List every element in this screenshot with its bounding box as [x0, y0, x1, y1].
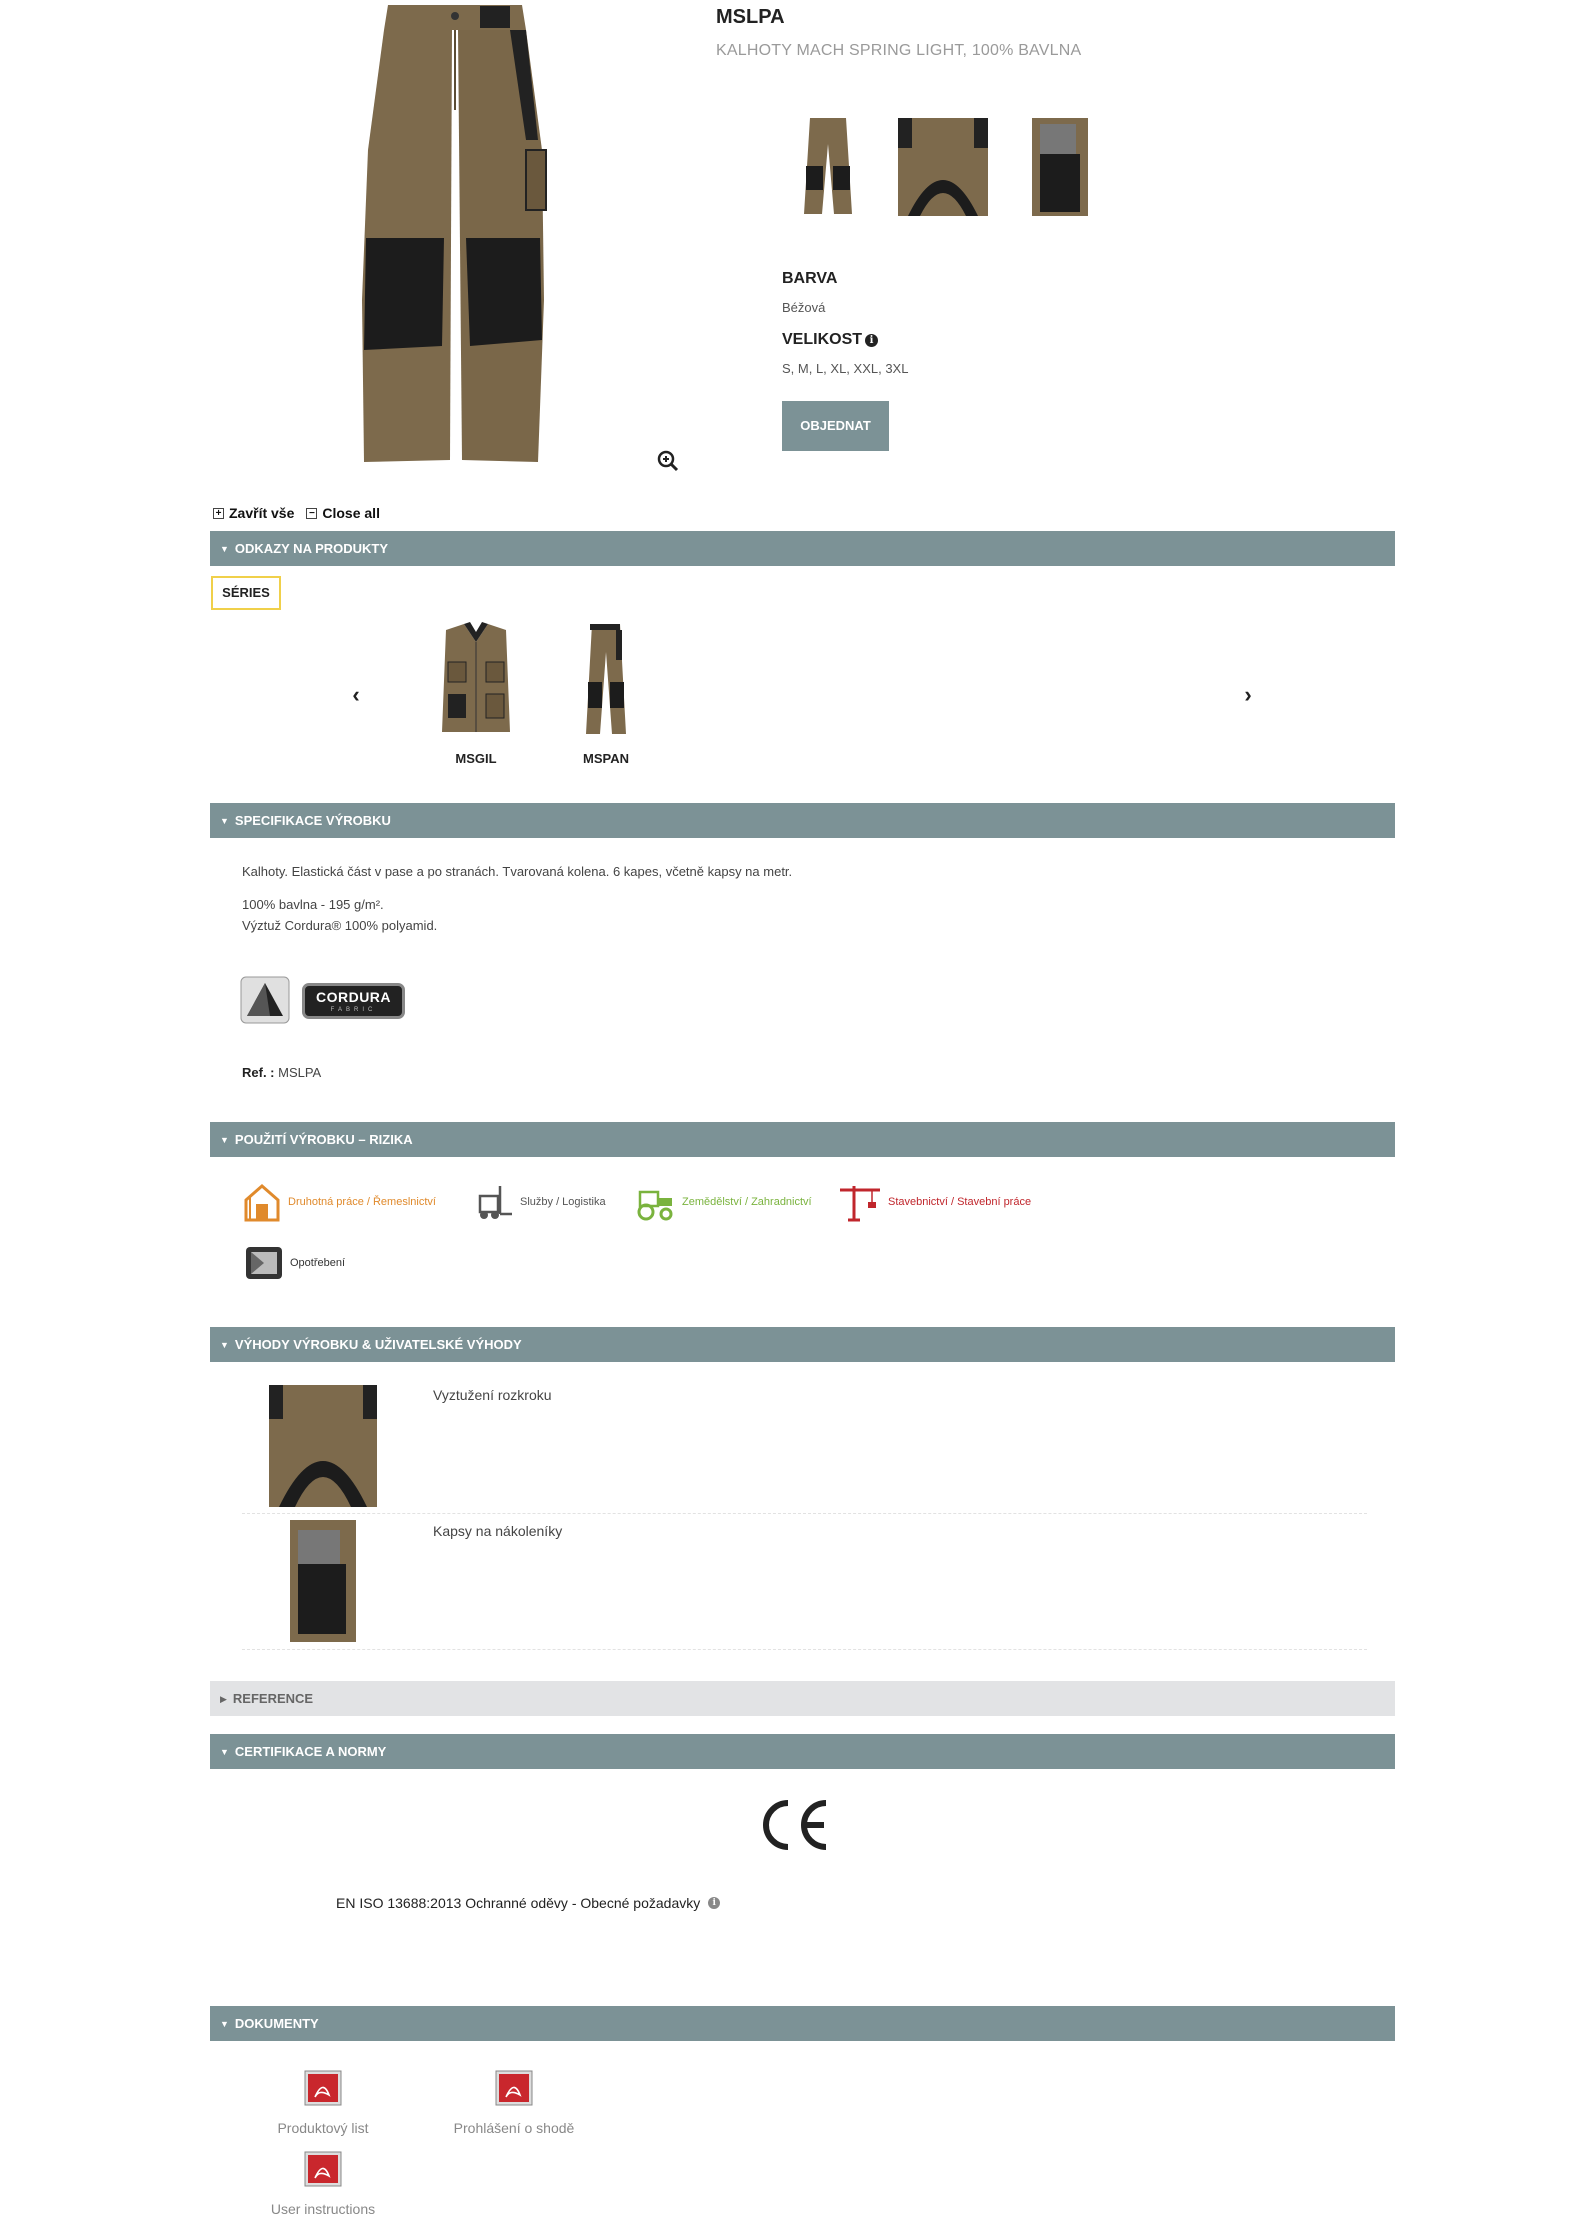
vest-image — [436, 622, 516, 740]
section-header-usage[interactable] — [210, 1122, 1395, 1157]
ce-mark — [756, 1795, 832, 1855]
caret-right-icon: ▶ — [220, 1694, 227, 1704]
carousel-next-icon[interactable]: › — [1244, 682, 1252, 707]
info-icon[interactable]: i — [708, 1897, 720, 1909]
reference-line — [242, 1062, 321, 1083]
section-title: SPECIFIKACE VÝROBKU — [234, 813, 391, 828]
benefit-row — [242, 1382, 1367, 1514]
minus-box-icon: − — [306, 508, 317, 519]
related-product-mspan[interactable] — [556, 622, 656, 766]
document-product-sheet[interactable] — [243, 2069, 403, 2136]
ce-mark-icon — [756, 1795, 832, 1855]
section-title: CERTIFIKACE A NORMY — [234, 1744, 387, 1759]
document-declaration[interactable] — [434, 2069, 594, 2136]
cordura-logo-text: CORDURA — [315, 989, 392, 1005]
wear-icon — [244, 1245, 284, 1281]
benefit-text: Vyztužení rozkroku — [433, 1387, 552, 1403]
forklift-icon — [470, 1182, 514, 1222]
order-button[interactable]: OBJEDNAT — [782, 401, 889, 451]
norm-line — [336, 1895, 720, 1911]
info-icon[interactable]: i — [865, 334, 878, 347]
norm-text: EN ISO 13688:2013 Ochranné oděvy - Obecné požadavky — [336, 1895, 701, 1911]
related-product-msgil[interactable] — [426, 622, 526, 766]
section-title: POUŽITÍ VÝROBKU – RIZIKA — [234, 1132, 413, 1147]
risk-item-logistics — [470, 1182, 606, 1222]
close-all-toggle[interactable] — [306, 505, 380, 521]
caret-down-icon: ▼ — [220, 1747, 229, 1757]
crane-icon — [838, 1182, 882, 1222]
ref-value: MSLPA — [278, 1065, 322, 1080]
document-label: Prohlášení o shodě — [453, 2120, 575, 2136]
thumbnail-full-pants[interactable] — [782, 114, 876, 220]
spec-reinforcement: Výztuž Cordura® 100% polyamid. — [242, 918, 438, 933]
document-user-instructions[interactable] — [243, 2150, 403, 2217]
risk-label: Opotřebení — [290, 1257, 346, 1269]
related-product-name: MSGIL — [455, 751, 497, 766]
product-code: MSLPA — [716, 6, 785, 28]
pants-image — [576, 622, 636, 740]
house-icon — [242, 1182, 282, 1222]
delta-plus-logo — [240, 976, 290, 1024]
cordura-logo-sub: FABRIC — [330, 1007, 377, 1013]
product-subtitle: KALHOTY MACH SPRING LIGHT, 100% BAVLNA — [716, 42, 1082, 59]
spec-material: 100% bavlna - 195 g/m². — [242, 897, 384, 912]
section-header-documents[interactable] — [210, 2006, 1395, 2041]
expand-all-label: Zavřít vše — [229, 505, 295, 521]
ref-label: Ref. : — [242, 1065, 275, 1080]
section-title: ODKAZY NA PRODUKTY — [234, 541, 389, 556]
section-title: DOKUMENTY — [234, 2016, 319, 2031]
risk-label: Stavebnictví / Stavební práce — [888, 1196, 1032, 1208]
pdf-icon — [490, 2069, 538, 2109]
pdf-icon — [299, 2150, 347, 2190]
section-header-reference[interactable] — [210, 1681, 1395, 1716]
zoom-in-icon[interactable] — [655, 448, 681, 474]
cordura-logo — [302, 983, 405, 1019]
risk-item-construction — [838, 1182, 1031, 1222]
color-value: Béžová — [782, 300, 826, 315]
document-label: Produktový list — [277, 2120, 369, 2136]
caret-down-icon: ▼ — [220, 2019, 229, 2029]
section-header-benefits[interactable] — [210, 1327, 1395, 1362]
pdf-icon — [299, 2069, 347, 2109]
section-title: REFERENCE — [232, 1691, 314, 1706]
document-label: User instructions — [270, 2201, 376, 2217]
risk-item-wear — [244, 1245, 345, 1281]
size-label-row — [782, 331, 878, 349]
section-header-links[interactable] — [210, 531, 1395, 566]
caret-down-icon: ▼ — [220, 544, 229, 554]
section-header-spec[interactable] — [210, 803, 1395, 838]
caret-down-icon: ▼ — [220, 1340, 229, 1350]
close-all-label: Close all — [322, 505, 380, 521]
benefit-row — [242, 1518, 1367, 1650]
risk-item-agriculture — [632, 1182, 812, 1222]
spec-description: Kalhoty. Elastická část v pase a po stranách. Tvarovaná kolena. 6 kapes, včetně kapsy na metr. — [242, 864, 793, 879]
plus-box-icon: + — [213, 508, 224, 519]
thumbnail-crotch-detail[interactable] — [896, 114, 990, 220]
benefit-image-crotch — [269, 1385, 377, 1507]
thumbnail-knee-pocket[interactable] — [1004, 114, 1098, 220]
related-product-name: MSPAN — [583, 751, 629, 766]
product-main-image[interactable] — [330, 0, 580, 480]
size-values: S, M, L, XL, XXL, 3XL — [782, 361, 909, 376]
risk-item-crafts — [242, 1182, 436, 1222]
section-title: VÝHODY VÝROBKU & UŽIVATELSKÉ VÝHODY — [234, 1337, 522, 1352]
tractor-icon — [632, 1182, 676, 1222]
caret-down-icon: ▼ — [220, 816, 229, 826]
section-header-certification[interactable] — [210, 1734, 1395, 1769]
size-label: VELIKOST — [782, 331, 863, 348]
accordion-toggles — [213, 505, 380, 521]
risk-label: Druhotná práce / Řemeslnictví — [288, 1196, 436, 1208]
caret-down-icon: ▼ — [220, 1135, 229, 1145]
risk-label: Zemědělství / Zahradnictví — [682, 1196, 812, 1208]
benefit-text: Kapsy na nákoleníky — [433, 1523, 563, 1539]
risk-label: Služby / Logistika — [520, 1196, 606, 1208]
carousel-prev-icon[interactable]: ‹ — [352, 682, 360, 707]
series-tag[interactable]: SÉRIES — [211, 576, 281, 610]
expand-all-toggle[interactable] — [213, 505, 294, 521]
color-label: BARVA — [782, 270, 838, 287]
benefit-image-knee-pocket — [290, 1520, 356, 1642]
